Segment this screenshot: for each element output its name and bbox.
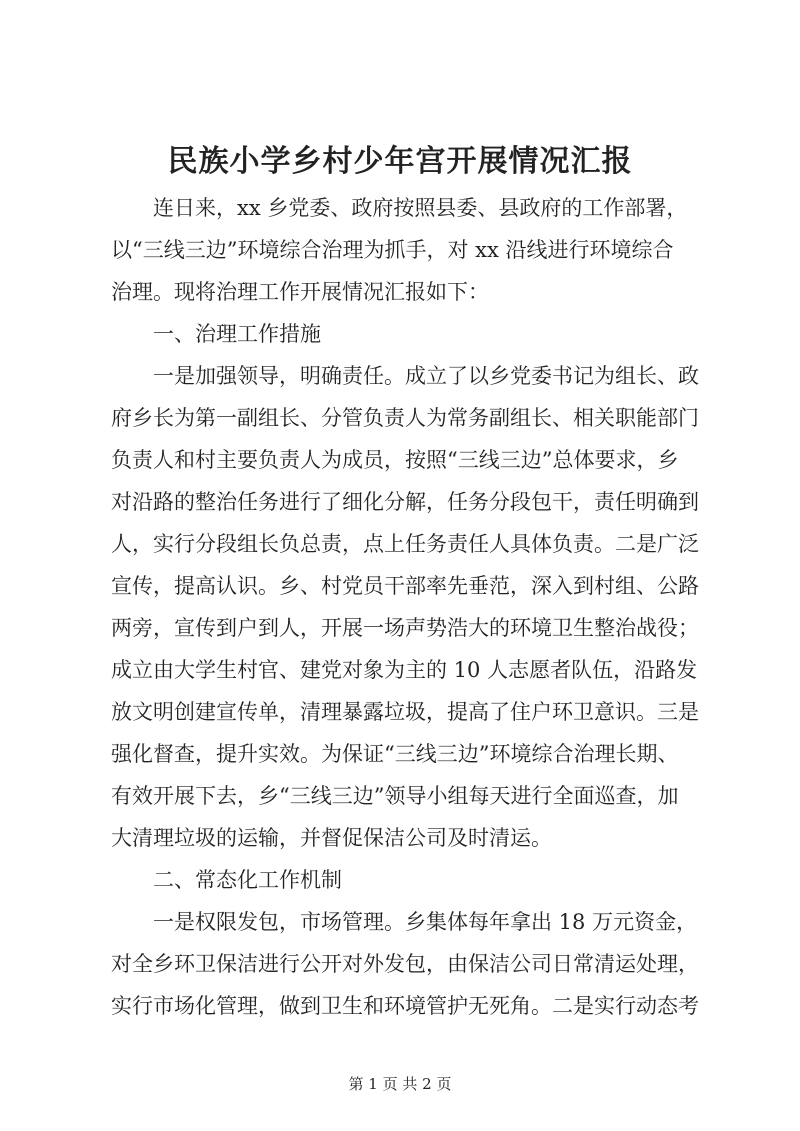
body-line: 以“三线三边”环境综合治理为抓手，对 xx 沿线进行环境综合	[111, 238, 674, 262]
section-heading: 二、常态化工作机制	[111, 868, 342, 892]
body-line: 人，实行分段组长负总责，点上任务责任人具体负责。二是广泛	[111, 532, 699, 556]
body-line: 对沿路的整治任务进行了细化分解，任务分段包干，责任明确到	[111, 490, 699, 514]
body-line: 强化督查，提升实效。为保证“三线三边”环境综合治理长期、	[111, 742, 679, 766]
body-line: 放文明创建宣传单，清理暴露垃圾，提高了住户环卫意识。三是	[111, 700, 699, 724]
document-title: 民族小学乡村少年宫开展情况汇报	[167, 144, 633, 179]
page-number-footer: 第 1 页 共 2 页	[348, 1075, 452, 1093]
body-line: 成立由大学生村官、建党对象为主的 10 人志愿者队伍，沿路发	[111, 658, 698, 682]
body-line: 有效开展下去，乡“三线三边”领导小组每天进行全面巡查，加	[111, 784, 679, 808]
section-heading: 一、治理工作措施	[111, 322, 321, 346]
body-line: 一是加强领导，明确责任。成立了以乡党委书记为组长、政	[111, 364, 699, 388]
body-line: 治理。现将治理工作开展情况汇报如下：	[111, 280, 489, 304]
body-line: 连日来，xx 乡党委、政府按照县委、县政府的工作部署，	[111, 196, 688, 220]
body-line: 两旁，宣传到户到人，开展一场声势浩大的环境卫生整治战役；	[111, 616, 699, 640]
body-line: 对全乡环卫保洁进行公开对外发包，由保洁公司日常清运处理，	[111, 952, 699, 976]
body-line: 宣传，提高认识。乡、村党员干部率先垂范，深入到村组、公路	[111, 574, 699, 598]
body-line: 府乡长为第一副组长、分管负责人为常务副组长、相关职能部门	[111, 406, 699, 430]
body-line: 实行市场化管理，做到卫生和环境管护无死角。二是实行动态考	[111, 994, 699, 1018]
body-line: 一是权限发包，市场管理。乡集体每年拿出 18 万元资金，	[111, 910, 698, 934]
body-line: 大清理垃圾的运输，并督促保洁公司及时清运。	[111, 826, 552, 850]
body-line: 负责人和村主要负责人为成员，按照“三线三边”总体要求，乡	[111, 448, 679, 472]
